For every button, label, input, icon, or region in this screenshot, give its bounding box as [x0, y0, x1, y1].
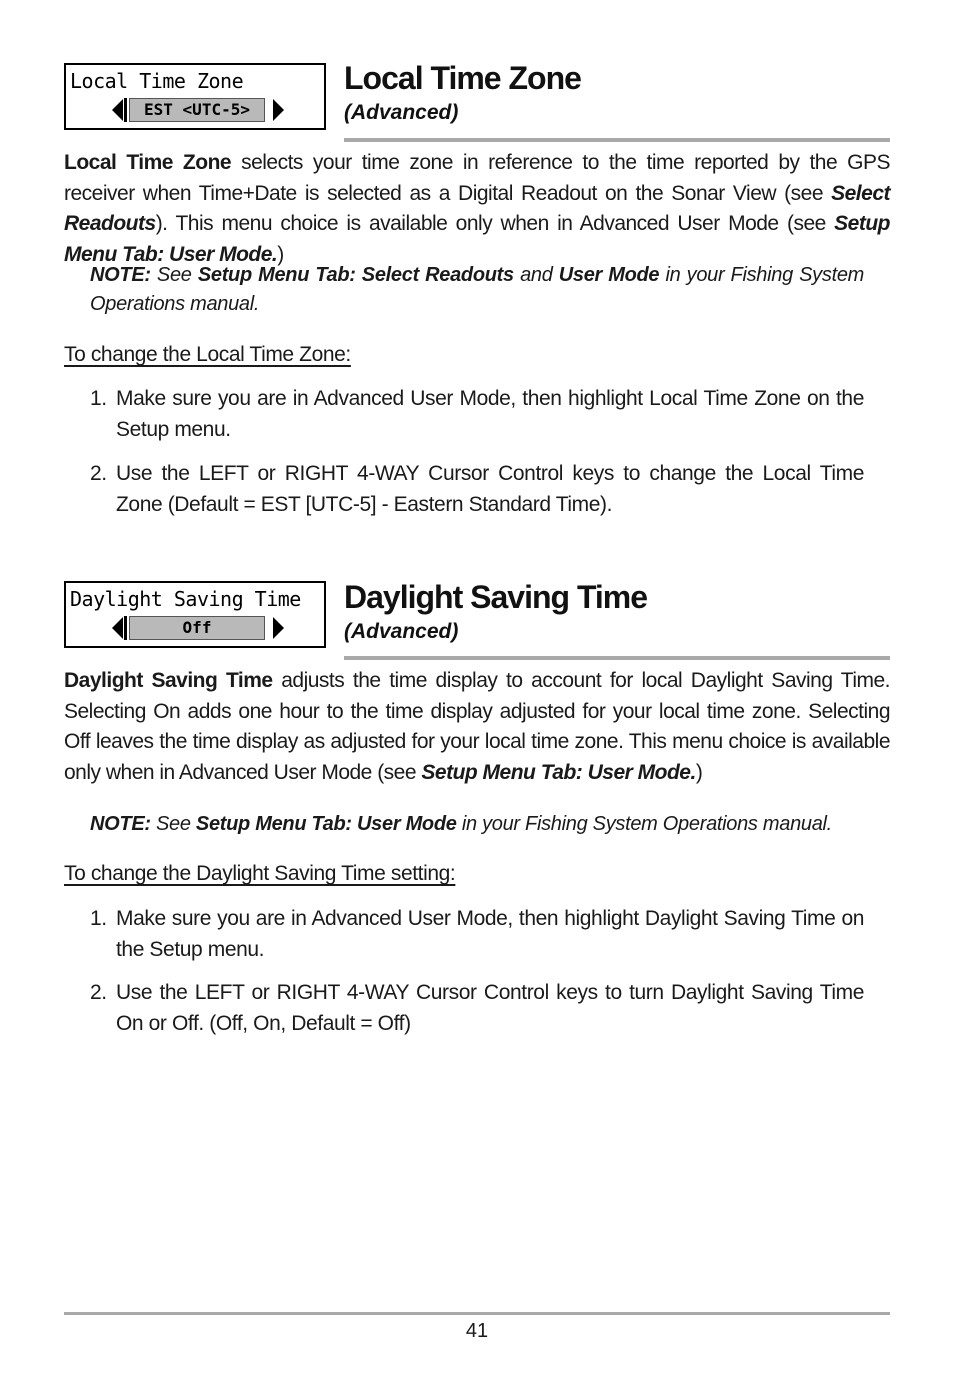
menu-widget-daylight-saving-time — [64, 581, 326, 648]
step-number: 1. — [90, 387, 107, 410]
note-text: See — [150, 264, 198, 286]
menu-value-row — [112, 615, 284, 641]
body-term: Daylight Saving Time — [64, 669, 273, 692]
section-heading: Local Time Zone — [344, 60, 581, 96]
note-text: See — [150, 813, 196, 835]
note-ref: Setup Menu Tab: Select Readouts — [197, 264, 514, 286]
bar-divider — [124, 98, 127, 122]
body-text: ). This menu choice is available only when in Advanced User Mode (see — [155, 212, 835, 235]
menu-title: Daylight Saving Time — [70, 587, 301, 611]
footer-rule — [64, 1312, 890, 1315]
body-paragraph — [64, 666, 890, 788]
note-text: and — [513, 264, 559, 286]
heading-block — [344, 60, 890, 126]
body-ref: Select Readouts — [64, 181, 890, 235]
menu-value-row — [112, 97, 284, 123]
arrow-right-icon — [273, 617, 284, 639]
body-term: Local Time Zone — [64, 151, 232, 174]
arrow-right-icon — [273, 99, 284, 121]
section-heading: Daylight Saving Time — [344, 579, 648, 615]
step-text: Use the LEFT or RIGHT 4-WAY Cursor Control keys to turn Daylight Saving Time On or Off. (Off, On, Default = Off) — [116, 981, 864, 1035]
step-number: 2. — [90, 981, 107, 1004]
body-ref: Setup Menu Tab: User Mode. — [64, 212, 890, 266]
menu-value: EST <UTC-5> — [129, 98, 265, 122]
procedure-title: To change the Daylight Saving Time setting: — [64, 862, 456, 885]
body-ref: Setup Menu Tab: User Mode. — [421, 760, 696, 784]
body-paragraph — [64, 148, 890, 270]
note-text: in your Fishing System Operations manual. — [90, 264, 865, 315]
step-text: Make sure you are in Advanced User Mode, then highlight Local Time Zone on the Setup menu. — [116, 387, 864, 441]
step-number: 2. — [90, 462, 107, 485]
note-ref: User Mode — [558, 264, 660, 286]
body-text: adjusts the time display to account for local Daylight Saving Time. Selecting On adds one hour to the time display adjusted for your local time zone. Selecting Off leaves the time display as adjusted for your local time zone. This menu choice is available only when in Advanced User Mode (see — [64, 669, 890, 784]
body-text: ) — [277, 242, 284, 266]
note-text: in your Fishing System Operations manual. — [456, 813, 832, 835]
note-label: NOTE: — [90, 813, 151, 835]
body-text: selects your time zone in reference to the time reported by the GPS receiver when Time+Date is selected as a Digital Readout on the Sonar View (see — [64, 151, 890, 205]
step-text: Use the LEFT or RIGHT 4-WAY Cursor Control keys to change the Local Time Zone (Default = EST [UTC-5] - Eastern Standard Time). — [116, 462, 864, 516]
note — [90, 261, 864, 319]
arrow-left-icon — [112, 99, 123, 121]
note — [90, 810, 864, 839]
menu-widget-local-time-zone — [64, 63, 326, 130]
menu-value: Off — [129, 616, 265, 640]
bar-divider — [124, 616, 127, 640]
menu-title: Local Time Zone — [70, 69, 244, 93]
arrow-left-icon — [112, 617, 123, 639]
heading-block — [344, 579, 890, 645]
heading-rule — [344, 138, 890, 142]
step-text: Make sure you are in Advanced User Mode, then highlight Daylight Saving Time on the Setup menu. — [116, 907, 864, 961]
heading-rule — [344, 656, 890, 660]
page-number: 41 — [465, 1320, 489, 1342]
note-label: NOTE: — [90, 264, 151, 286]
procedure-title: To change the Local Time Zone: — [64, 343, 351, 366]
section-subheading: (Advanced) — [344, 101, 459, 124]
body-text: ) — [695, 760, 703, 784]
step-number: 1. — [90, 907, 107, 930]
note-ref: Setup Menu Tab: User Mode — [195, 813, 457, 835]
section-subheading: (Advanced) — [344, 620, 459, 643]
